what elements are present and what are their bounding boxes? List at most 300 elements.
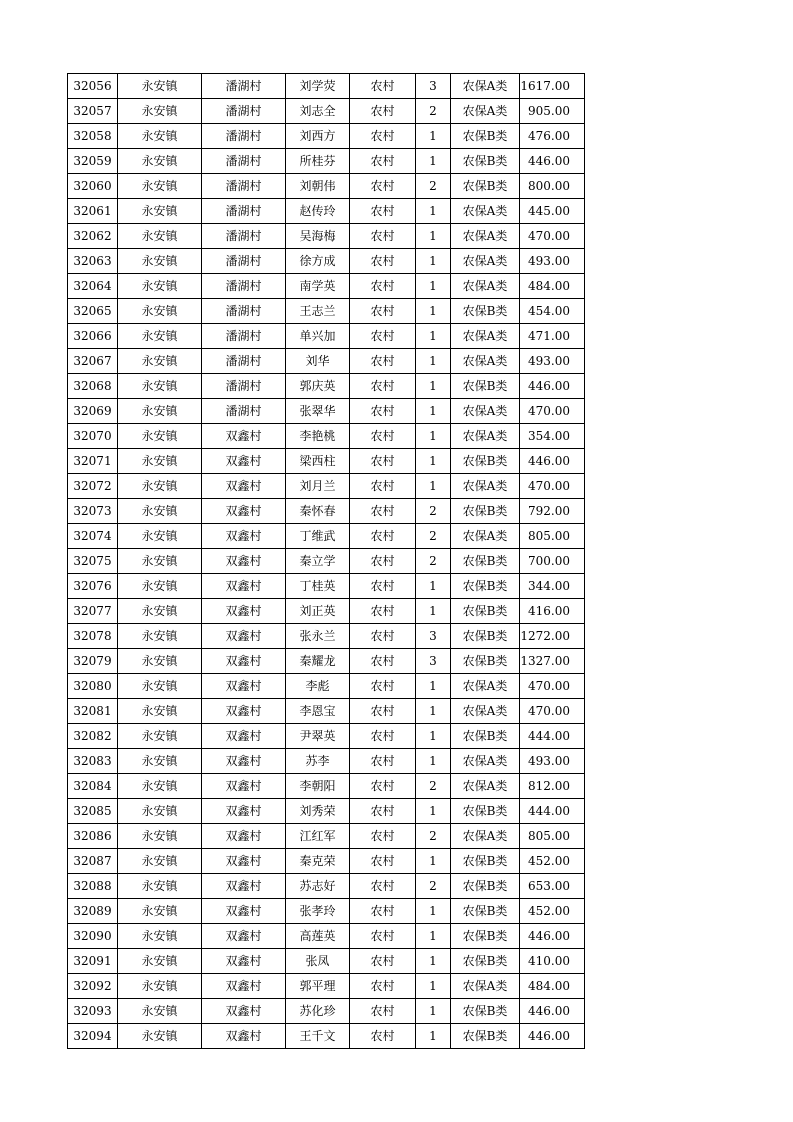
category-cell: 农保A类: [451, 224, 520, 249]
household-size-cell: 1: [416, 1024, 451, 1049]
table-row: [68, 174, 585, 199]
household-size-cell: 1: [416, 999, 451, 1024]
town-cell: 永安镇: [118, 74, 202, 99]
household-size-cell: 2: [416, 174, 451, 199]
village-cell: 双鑫村: [202, 799, 286, 824]
amount-cell: 484.00: [520, 274, 585, 299]
town-cell: 永安镇: [118, 374, 202, 399]
town-cell: 永安镇: [118, 324, 202, 349]
town-cell: 永安镇: [118, 749, 202, 774]
table-row: [68, 499, 585, 524]
name-cell: 吴海梅: [286, 224, 350, 249]
table-row: [68, 624, 585, 649]
village-cell: 双鑫村: [202, 674, 286, 699]
name-cell: 秦怀春: [286, 499, 350, 524]
table-row: [68, 874, 585, 899]
household-size-cell: 2: [416, 774, 451, 799]
amount-cell: 446.00: [520, 924, 585, 949]
record-id-cell: 32085: [68, 799, 118, 824]
area-type-cell: 农村: [350, 499, 416, 524]
household-size-cell: 1: [416, 274, 451, 299]
area-type-cell: 农村: [350, 674, 416, 699]
amount-cell: 416.00: [520, 599, 585, 624]
amount-cell: 446.00: [520, 449, 585, 474]
village-cell: 潘湖村: [202, 99, 286, 124]
name-cell: 南学英: [286, 274, 350, 299]
household-size-cell: 1: [416, 599, 451, 624]
table-row: [68, 899, 585, 924]
town-cell: 永安镇: [118, 974, 202, 999]
category-cell: 农保B类: [451, 174, 520, 199]
area-type-cell: 农村: [350, 924, 416, 949]
town-cell: 永安镇: [118, 174, 202, 199]
name-cell: 王志兰: [286, 299, 350, 324]
amount-cell: 452.00: [520, 899, 585, 924]
amount-cell: 470.00: [520, 674, 585, 699]
area-type-cell: 农村: [350, 849, 416, 874]
table-row: [68, 249, 585, 274]
table-row: [68, 824, 585, 849]
table-row: [68, 149, 585, 174]
village-cell: 双鑫村: [202, 549, 286, 574]
amount-cell: 792.00: [520, 499, 585, 524]
household-size-cell: 2: [416, 874, 451, 899]
table-row: [68, 74, 585, 99]
amount-cell: 470.00: [520, 699, 585, 724]
area-type-cell: 农村: [350, 274, 416, 299]
area-type-cell: 农村: [350, 474, 416, 499]
amount-cell: 812.00: [520, 774, 585, 799]
name-cell: 苏李: [286, 749, 350, 774]
amount-cell: 493.00: [520, 349, 585, 374]
village-cell: 双鑫村: [202, 424, 286, 449]
table-row: [68, 299, 585, 324]
record-id-cell: 32061: [68, 199, 118, 224]
village-cell: 双鑫村: [202, 824, 286, 849]
name-cell: 丁维武: [286, 524, 350, 549]
town-cell: 永安镇: [118, 599, 202, 624]
table-row: [68, 324, 585, 349]
category-cell: 农保A类: [451, 824, 520, 849]
table-row: [68, 949, 585, 974]
name-cell: 刘西方: [286, 124, 350, 149]
table-row: [68, 274, 585, 299]
category-cell: 农保B类: [451, 499, 520, 524]
record-id-cell: 32081: [68, 699, 118, 724]
area-type-cell: 农村: [350, 899, 416, 924]
category-cell: 农保B类: [451, 449, 520, 474]
record-id-cell: 32076: [68, 574, 118, 599]
table-row: [68, 924, 585, 949]
category-cell: 农保A类: [451, 399, 520, 424]
category-cell: 农保A类: [451, 774, 520, 799]
category-cell: 农保A类: [451, 349, 520, 374]
area-type-cell: 农村: [350, 424, 416, 449]
area-type-cell: 农村: [350, 524, 416, 549]
area-type-cell: 农村: [350, 874, 416, 899]
table-row: [68, 349, 585, 374]
table-row: [68, 99, 585, 124]
area-type-cell: 农村: [350, 74, 416, 99]
town-cell: 永安镇: [118, 124, 202, 149]
record-id-cell: 32056: [68, 74, 118, 99]
area-type-cell: 农村: [350, 949, 416, 974]
name-cell: 郭平理: [286, 974, 350, 999]
area-type-cell: 农村: [350, 449, 416, 474]
table-row: [68, 124, 585, 149]
town-cell: 永安镇: [118, 274, 202, 299]
area-type-cell: 农村: [350, 324, 416, 349]
area-type-cell: 农村: [350, 724, 416, 749]
town-cell: 永安镇: [118, 574, 202, 599]
record-id-cell: 32064: [68, 274, 118, 299]
record-id-cell: 32083: [68, 749, 118, 774]
town-cell: 永安镇: [118, 299, 202, 324]
village-cell: 双鑫村: [202, 524, 286, 549]
town-cell: 永安镇: [118, 724, 202, 749]
village-cell: 潘湖村: [202, 149, 286, 174]
town-cell: 永安镇: [118, 224, 202, 249]
category-cell: 农保A类: [451, 474, 520, 499]
village-cell: 双鑫村: [202, 574, 286, 599]
name-cell: 张翠华: [286, 399, 350, 424]
area-type-cell: 农村: [350, 249, 416, 274]
area-type-cell: 农村: [350, 599, 416, 624]
record-id-cell: 32057: [68, 99, 118, 124]
category-cell: 农保B类: [451, 899, 520, 924]
category-cell: 农保A类: [451, 674, 520, 699]
table-row: [68, 974, 585, 999]
amount-cell: 446.00: [520, 374, 585, 399]
name-cell: 赵传玲: [286, 199, 350, 224]
village-cell: 双鑫村: [202, 874, 286, 899]
village-cell: 潘湖村: [202, 249, 286, 274]
record-id-cell: 32082: [68, 724, 118, 749]
town-cell: 永安镇: [118, 149, 202, 174]
category-cell: 农保B类: [451, 149, 520, 174]
name-cell: 张凤: [286, 949, 350, 974]
record-id-cell: 32090: [68, 924, 118, 949]
category-cell: 农保A类: [451, 274, 520, 299]
town-cell: 永安镇: [118, 1024, 202, 1049]
table-row: [68, 449, 585, 474]
town-cell: 永安镇: [118, 474, 202, 499]
amount-cell: 493.00: [520, 749, 585, 774]
village-cell: 双鑫村: [202, 699, 286, 724]
name-cell: 李朝阳: [286, 774, 350, 799]
amount-cell: 410.00: [520, 949, 585, 974]
table-row: [68, 1024, 585, 1049]
table-row: [68, 199, 585, 224]
table-row: [68, 524, 585, 549]
name-cell: 尹翠英: [286, 724, 350, 749]
town-cell: 永安镇: [118, 774, 202, 799]
amount-cell: 445.00: [520, 199, 585, 224]
amount-cell: 470.00: [520, 399, 585, 424]
amount-cell: 1617.00: [520, 74, 585, 99]
town-cell: 永安镇: [118, 624, 202, 649]
category-cell: 农保A类: [451, 974, 520, 999]
table-row: [68, 424, 585, 449]
name-cell: 刘志全: [286, 99, 350, 124]
household-size-cell: 1: [416, 849, 451, 874]
town-cell: 永安镇: [118, 549, 202, 574]
household-size-cell: 1: [416, 674, 451, 699]
amount-cell: 444.00: [520, 799, 585, 824]
table-row: [68, 374, 585, 399]
village-cell: 双鑫村: [202, 899, 286, 924]
village-cell: 潘湖村: [202, 174, 286, 199]
area-type-cell: 农村: [350, 974, 416, 999]
household-size-cell: 2: [416, 824, 451, 849]
household-size-cell: 1: [416, 924, 451, 949]
area-type-cell: 农村: [350, 199, 416, 224]
amount-cell: 470.00: [520, 474, 585, 499]
area-type-cell: 农村: [350, 699, 416, 724]
category-cell: 农保B类: [451, 949, 520, 974]
category-cell: 农保A类: [451, 74, 520, 99]
record-id-cell: 32062: [68, 224, 118, 249]
name-cell: 李恩宝: [286, 699, 350, 724]
record-id-cell: 32079: [68, 649, 118, 674]
category-cell: 农保B类: [451, 999, 520, 1024]
record-id-cell: 32088: [68, 874, 118, 899]
record-id-cell: 32058: [68, 124, 118, 149]
amount-cell: 1272.00: [520, 624, 585, 649]
town-cell: 永安镇: [118, 349, 202, 374]
village-cell: 双鑫村: [202, 849, 286, 874]
amount-cell: 446.00: [520, 149, 585, 174]
records-table: [67, 73, 585, 1049]
record-id-cell: 32070: [68, 424, 118, 449]
area-type-cell: 农村: [350, 624, 416, 649]
town-cell: 永安镇: [118, 499, 202, 524]
category-cell: 农保A类: [451, 99, 520, 124]
village-cell: 双鑫村: [202, 599, 286, 624]
name-cell: 刘月兰: [286, 474, 350, 499]
household-size-cell: 1: [416, 699, 451, 724]
area-type-cell: 农村: [350, 374, 416, 399]
area-type-cell: 农村: [350, 549, 416, 574]
area-type-cell: 农村: [350, 174, 416, 199]
amount-cell: 476.00: [520, 124, 585, 149]
name-cell: 丁桂英: [286, 574, 350, 599]
household-size-cell: 1: [416, 399, 451, 424]
amount-cell: 1327.00: [520, 649, 585, 674]
name-cell: 徐方成: [286, 249, 350, 274]
area-type-cell: 农村: [350, 649, 416, 674]
table-body: [68, 74, 585, 1049]
town-cell: 永安镇: [118, 824, 202, 849]
household-size-cell: 1: [416, 574, 451, 599]
record-id-cell: 32086: [68, 824, 118, 849]
table-row: [68, 724, 585, 749]
record-id-cell: 32072: [68, 474, 118, 499]
table-row: [68, 674, 585, 699]
name-cell: 所桂芬: [286, 149, 350, 174]
household-size-cell: 1: [416, 124, 451, 149]
record-id-cell: 32066: [68, 324, 118, 349]
town-cell: 永安镇: [118, 999, 202, 1024]
village-cell: 潘湖村: [202, 299, 286, 324]
village-cell: 潘湖村: [202, 274, 286, 299]
amount-cell: 493.00: [520, 249, 585, 274]
table-row: [68, 649, 585, 674]
name-cell: 单兴加: [286, 324, 350, 349]
name-cell: 李艳桃: [286, 424, 350, 449]
household-size-cell: 3: [416, 74, 451, 99]
area-type-cell: 农村: [350, 999, 416, 1024]
table-row: [68, 599, 585, 624]
household-size-cell: 1: [416, 799, 451, 824]
name-cell: 秦克荣: [286, 849, 350, 874]
table-row: [68, 474, 585, 499]
amount-cell: 470.00: [520, 224, 585, 249]
category-cell: 农保B类: [451, 649, 520, 674]
category-cell: 农保B类: [451, 599, 520, 624]
village-cell: 双鑫村: [202, 949, 286, 974]
category-cell: 农保A类: [451, 424, 520, 449]
town-cell: 永安镇: [118, 99, 202, 124]
record-id-cell: 32071: [68, 449, 118, 474]
household-size-cell: 1: [416, 199, 451, 224]
village-cell: 潘湖村: [202, 224, 286, 249]
category-cell: 农保A类: [451, 324, 520, 349]
household-size-cell: 2: [416, 499, 451, 524]
household-size-cell: 1: [416, 474, 451, 499]
town-cell: 永安镇: [118, 899, 202, 924]
category-cell: 农保A类: [451, 524, 520, 549]
record-id-cell: 32093: [68, 999, 118, 1024]
household-size-cell: 2: [416, 549, 451, 574]
town-cell: 永安镇: [118, 799, 202, 824]
category-cell: 农保B类: [451, 574, 520, 599]
category-cell: 农保B类: [451, 874, 520, 899]
record-id-cell: 32075: [68, 549, 118, 574]
amount-cell: 653.00: [520, 874, 585, 899]
amount-cell: 484.00: [520, 974, 585, 999]
record-id-cell: 32059: [68, 149, 118, 174]
town-cell: 永安镇: [118, 699, 202, 724]
table-row: [68, 774, 585, 799]
household-size-cell: 1: [416, 324, 451, 349]
area-type-cell: 农村: [350, 399, 416, 424]
household-size-cell: 1: [416, 949, 451, 974]
village-cell: 双鑫村: [202, 1024, 286, 1049]
record-id-cell: 32091: [68, 949, 118, 974]
record-id-cell: 32084: [68, 774, 118, 799]
record-id-cell: 32077: [68, 599, 118, 624]
area-type-cell: 农村: [350, 799, 416, 824]
category-cell: 农保B类: [451, 924, 520, 949]
name-cell: 苏志好: [286, 874, 350, 899]
village-cell: 双鑫村: [202, 999, 286, 1024]
household-size-cell: 1: [416, 374, 451, 399]
household-size-cell: 3: [416, 624, 451, 649]
category-cell: 农保B类: [451, 849, 520, 874]
amount-cell: 805.00: [520, 524, 585, 549]
amount-cell: 452.00: [520, 849, 585, 874]
household-size-cell: 1: [416, 149, 451, 174]
household-size-cell: 1: [416, 349, 451, 374]
name-cell: 王千文: [286, 1024, 350, 1049]
household-size-cell: 3: [416, 649, 451, 674]
record-id-cell: 32073: [68, 499, 118, 524]
household-size-cell: 1: [416, 749, 451, 774]
name-cell: 刘学荧: [286, 74, 350, 99]
town-cell: 永安镇: [118, 949, 202, 974]
village-cell: 双鑫村: [202, 474, 286, 499]
village-cell: 双鑫村: [202, 924, 286, 949]
name-cell: 刘朝伟: [286, 174, 350, 199]
household-size-cell: 2: [416, 99, 451, 124]
village-cell: 潘湖村: [202, 349, 286, 374]
village-cell: 双鑫村: [202, 724, 286, 749]
area-type-cell: 农村: [350, 774, 416, 799]
name-cell: 梁西柱: [286, 449, 350, 474]
category-cell: 农保B类: [451, 374, 520, 399]
record-id-cell: 32065: [68, 299, 118, 324]
village-cell: 潘湖村: [202, 199, 286, 224]
record-id-cell: 32092: [68, 974, 118, 999]
category-cell: 农保A类: [451, 249, 520, 274]
record-id-cell: 32089: [68, 899, 118, 924]
record-id-cell: 32067: [68, 349, 118, 374]
table-row: [68, 699, 585, 724]
town-cell: 永安镇: [118, 449, 202, 474]
category-cell: 农保B类: [451, 299, 520, 324]
amount-cell: 454.00: [520, 299, 585, 324]
name-cell: 秦耀龙: [286, 649, 350, 674]
record-id-cell: 32063: [68, 249, 118, 274]
village-cell: 潘湖村: [202, 399, 286, 424]
record-id-cell: 32068: [68, 374, 118, 399]
amount-cell: 905.00: [520, 99, 585, 124]
category-cell: 农保B类: [451, 1024, 520, 1049]
town-cell: 永安镇: [118, 649, 202, 674]
name-cell: 张孝玲: [286, 899, 350, 924]
name-cell: 苏化珍: [286, 999, 350, 1024]
area-type-cell: 农村: [350, 1024, 416, 1049]
name-cell: 李彪: [286, 674, 350, 699]
household-size-cell: 1: [416, 224, 451, 249]
table-row: [68, 399, 585, 424]
amount-cell: 446.00: [520, 1024, 585, 1049]
village-cell: 双鑫村: [202, 774, 286, 799]
record-id-cell: 32094: [68, 1024, 118, 1049]
household-size-cell: 1: [416, 299, 451, 324]
table-row: [68, 799, 585, 824]
area-type-cell: 农村: [350, 99, 416, 124]
town-cell: 永安镇: [118, 924, 202, 949]
name-cell: 刘华: [286, 349, 350, 374]
area-type-cell: 农村: [350, 299, 416, 324]
amount-cell: 805.00: [520, 824, 585, 849]
town-cell: 永安镇: [118, 674, 202, 699]
table-row: [68, 749, 585, 774]
record-id-cell: 32074: [68, 524, 118, 549]
village-cell: 潘湖村: [202, 124, 286, 149]
town-cell: 永安镇: [118, 199, 202, 224]
category-cell: 农保B类: [451, 799, 520, 824]
town-cell: 永安镇: [118, 849, 202, 874]
town-cell: 永安镇: [118, 249, 202, 274]
table-row: [68, 224, 585, 249]
category-cell: 农保B类: [451, 124, 520, 149]
table-row: [68, 999, 585, 1024]
village-cell: 潘湖村: [202, 74, 286, 99]
area-type-cell: 农村: [350, 349, 416, 374]
